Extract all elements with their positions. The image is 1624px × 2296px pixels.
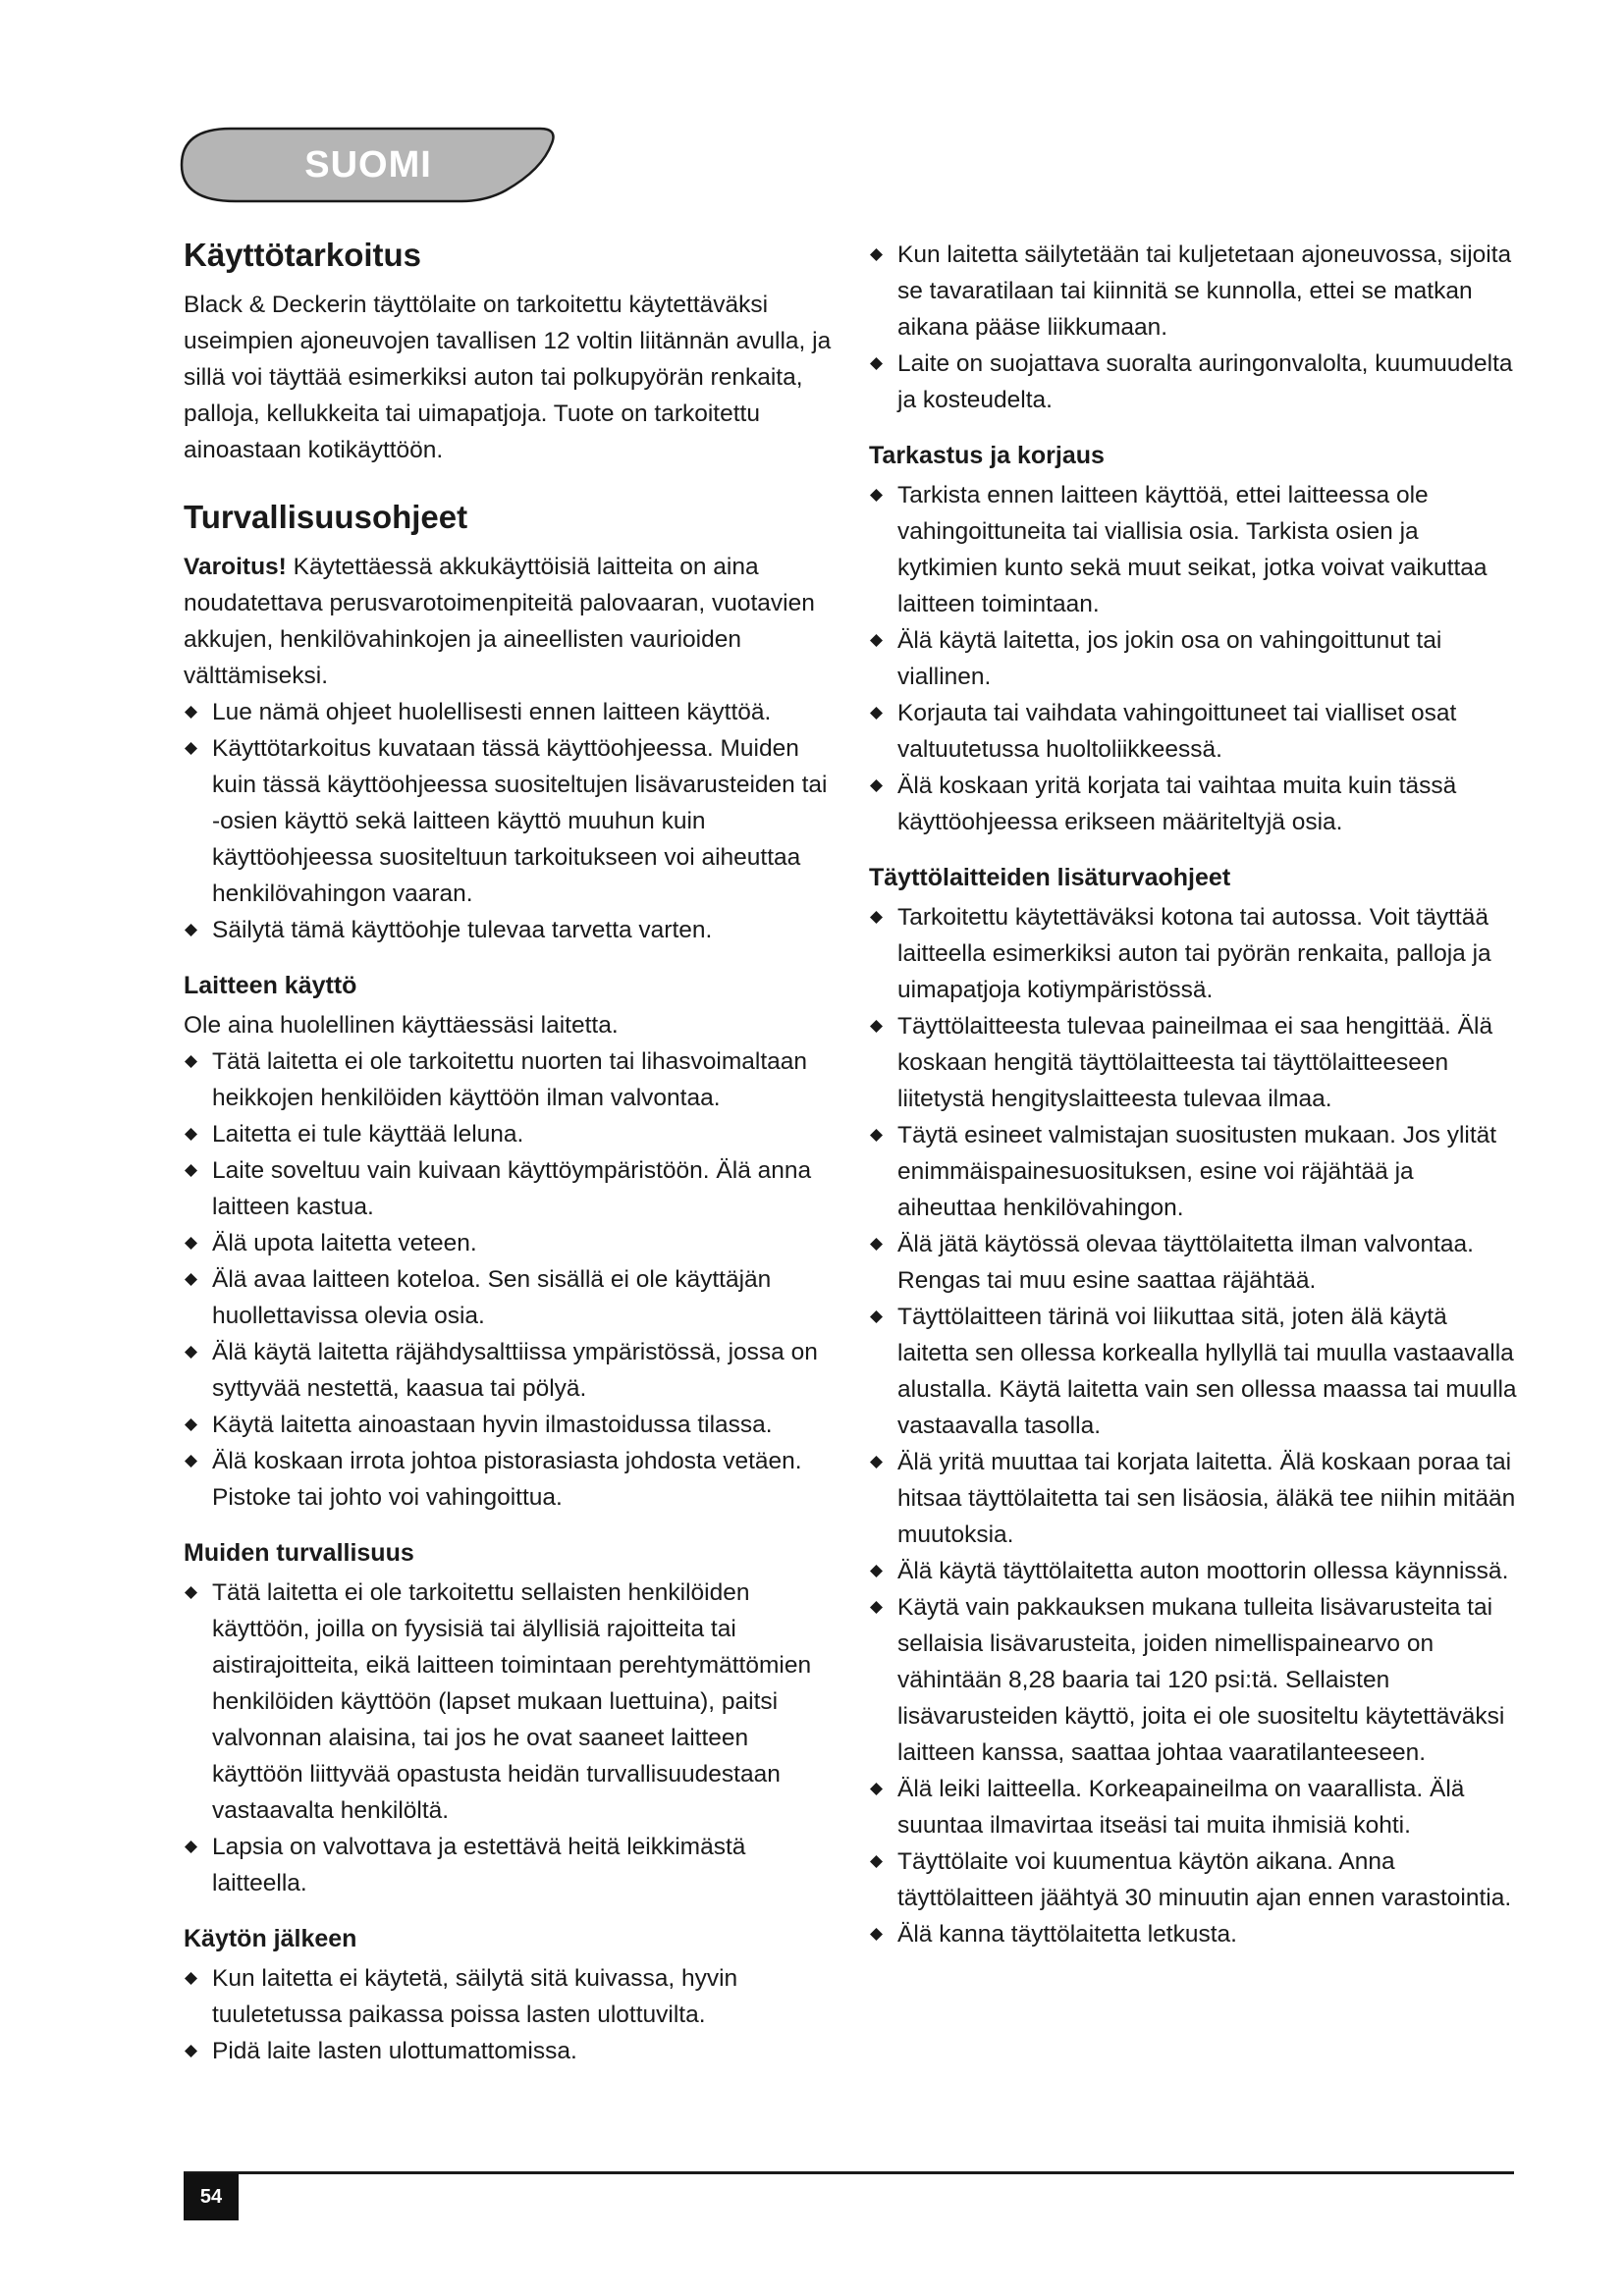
list-item-text: Käytä vain pakkauksen mukana tulleita lisävarusteita tai sellaisia lisävarusteita, joiden nimellispainearvo on vähintään 8,28 baaria tai 120 psi:tä. Sellaisten lisävarusteiden käyttö, joita ei ole suositeltu käytettäväksi laitteen kanssa, saattaa johtaa vaaratilanteeseen. xyxy=(897,1594,1505,1766)
diamond-bullet-icon xyxy=(869,1455,884,1469)
list-item-text: Älä koskaan yritä korjata tai vaihtaa muita kuin tässä käyttöohjeessa erikseen määriteltyjä osia. xyxy=(897,773,1457,835)
list-item-text: Laite on suojattava suoralta auringonvalolta, kuumuudelta ja kosteudelta. xyxy=(897,350,1513,413)
diamond-bullet-icon xyxy=(869,1019,884,1034)
list-item xyxy=(869,477,1517,622)
diamond-bullet-icon xyxy=(869,247,884,262)
device-use-heading: Laitteen käyttö xyxy=(184,972,357,999)
list-item-text: Korjauta tai vaihdata vahingoittuneet tai vialliset osat valtuutetussa huoltoliikkeessä. xyxy=(897,700,1457,763)
inspection-heading: Tarkastus ja korjaus xyxy=(869,442,1105,469)
left-column xyxy=(184,234,832,2069)
diamond-bullet-icon xyxy=(184,1345,198,1360)
list-item xyxy=(869,1771,1517,1843)
list-item xyxy=(184,730,832,912)
diamond-bullet-icon xyxy=(184,2044,198,2058)
list-item xyxy=(869,1444,1517,1553)
diamond-bullet-icon xyxy=(869,1564,884,1578)
diamond-bullet-icon xyxy=(869,356,884,371)
list-item-text: Täyttölaitteen tärinä voi liikuttaa sitä, joten älä käytä laitetta sen ollessa korkealla hyllyllä tai muulla vastaavalla alustalla. Käytä laitetta vain sen ollessa maassa tai muulla vastaavalla tasolla. xyxy=(897,1304,1517,1439)
diamond-bullet-icon xyxy=(184,1127,198,1142)
diamond-bullet-icon xyxy=(184,1971,198,1986)
device-use-section xyxy=(184,968,832,1516)
list-item-text: Laitetta ei tule käyttää leluna. xyxy=(212,1121,524,1148)
safety-warning xyxy=(184,549,832,694)
list-item-text: Laite soveltuu vain kuivaan käyttöympäristöön. Älä anna laitteen kastua. xyxy=(212,1157,812,1220)
diamond-bullet-icon xyxy=(869,910,884,925)
list-item-text: Käyttötarkoitus kuvataan tässä käyttöohjeessa. Muiden kuin tässä käyttöohjeessa suositeltujen lisävarusteiden tai -osien käyttö sekä laitteen käyttö muuhun kuin käyttöohjeessa suositeltuun tarkoitukseen voi aiheuttaa henkilövahingon vaaran. xyxy=(212,735,828,907)
diamond-bullet-icon xyxy=(869,778,884,793)
safety-heading: Turvallisuusohjeet xyxy=(184,499,468,535)
list-item-text: Tarkista ennen laitteen käyttöä, ettei laitteessa ole vahingoittuneita tai viallisia osia. Tarkista osien ja kytkimien kunto sekä muut seikat, jotka voivat vaikuttaa laitteen toimintaan. xyxy=(897,482,1488,617)
list-item-text: Täytä esineet valmistajan suositusten mukaan. Jos ylität enimmäispainesuosituksen, esine voi räjähtää ja aiheuttaa henkilövahingon. xyxy=(897,1122,1497,1221)
footer-rule xyxy=(184,2171,1514,2174)
list-item xyxy=(869,768,1517,840)
list-item-text: Älä käytä laitetta, jos jokin osa on vahingoittunut tai viallinen. xyxy=(897,627,1442,690)
warning-text: Käytettäessä akkukäyttöisiä laitteita on aina noudatettava perusvarotoimenpiteitä palovaaran, vuotavien akkujen, henkilövahinkojen ja aineellisten vaurioiden välttämiseksi. xyxy=(184,554,815,689)
device-use-list xyxy=(184,1043,832,1516)
diamond-bullet-icon xyxy=(184,1840,198,1854)
list-item-text: Älä käytä täyttölaitetta auton moottorin ollessa käynnissä. xyxy=(897,1558,1509,1584)
diamond-bullet-icon xyxy=(184,705,198,720)
device-use-intro: Ole aina huolellinen käyttäessäsi laitetta. xyxy=(184,1012,619,1039)
list-item-text: Älä koskaan irrota johtoa pistorasiasta johdosta vetäen. Pistoke tai johto voi vahingoittua. xyxy=(212,1448,802,1511)
list-item-text: Älä yritä muuttaa tai korjata laitetta. Älä koskaan poraa tai hitsaa täyttölaitetta tai sen lisäosia, äläkä tee niihin mitään muutoksia. xyxy=(897,1449,1516,1548)
inspection-section xyxy=(869,438,1517,840)
intended-use-text: Black & Deckerin täyttölaite on tarkoitettu käytettäväksi useimpien ajoneuvojen tavallisen 12 voltin liitännän avulla, ja sillä voi täyttää esimerkiksi auton tai polkupyörän renkaita, palloja, kellukkeita tai uimapatjoja. Tuote on tarkoitettu ainoastaan kotikäyttöön. xyxy=(184,292,832,463)
diamond-bullet-icon xyxy=(869,1782,884,1796)
diamond-bullet-icon xyxy=(184,741,198,756)
list-item-text: Älä leiki laitteella. Korkeapaineilma on vaarallista. Älä suuntaa ilmavirtaa itseäsi tai muita ihmisiä kohti. xyxy=(897,1776,1465,1839)
after-use-heading: Käytön jälkeen xyxy=(184,1925,357,1952)
inflator-safety-list xyxy=(869,899,1517,1952)
diamond-bullet-icon xyxy=(869,488,884,503)
list-item-text: Älä kanna täyttölaitetta letkusta. xyxy=(897,1921,1237,1948)
list-item-text: Tarkoitettu käytettäväksi kotona tai autossa. Voit täyttää laitteella esimerkiksi auton tai pyörän renkaita, palloja ja uimapatjoja kotiympäristössä. xyxy=(897,904,1491,1003)
diamond-bullet-icon xyxy=(184,1585,198,1600)
after-use-continued-section xyxy=(869,237,1517,418)
list-item xyxy=(869,1299,1517,1444)
diamond-bullet-icon xyxy=(184,1454,198,1468)
diamond-bullet-icon xyxy=(869,1854,884,1869)
diamond-bullet-icon xyxy=(184,1272,198,1287)
diamond-bullet-icon xyxy=(869,1927,884,1942)
list-item-text: Kun laitetta säilytetään tai kuljetetaan ajoneuvossa, sijoita se tavaratilaan tai kiinnitä se kunnolla, ettei se matkan aikana pääse liikkumaan. xyxy=(897,241,1512,341)
list-item-text: Lapsia on valvottava ja estettävä heitä leikkimästä laitteella. xyxy=(212,1834,746,1896)
list-item xyxy=(869,1117,1517,1226)
list-item xyxy=(869,1553,1517,1589)
language-tab xyxy=(177,126,560,204)
diamond-bullet-icon xyxy=(184,1236,198,1251)
list-item-text: Älä avaa laitteen koteloa. Sen sisällä ei ole käyttäjän huollettavissa olevia osia. xyxy=(212,1266,772,1329)
list-item xyxy=(184,1829,832,1901)
language-label: SUOMI xyxy=(304,143,432,186)
list-item xyxy=(184,1261,832,1334)
list-item-text: Tätä laitetta ei ole tarkoitettu sellaisten henkilöiden käyttöön, joilla on fyysisiä tai älyllisiä rajoitteita tai aistirajoitteita, eikä laitteen toimintaan perehtymättömien henkilöiden käyttöön (lapset mukaan luettuina), paitsi valvonnan alaisina, tai jos he ovat saaneet laitteen käyttöön liittyvää opastusta heidän turvallisuudestaan vastaavalta henkilöltä. xyxy=(212,1579,812,1824)
list-item-text: Täyttölaitteesta tulevaa paineilmaa ei saa hengittää. Älä koskaan hengitä täyttölaitteesta tai täyttölaitteeseen liitetystä hengityslaitteesta tulevaa ilmaa. xyxy=(897,1013,1493,1112)
list-item xyxy=(869,1226,1517,1299)
safety-section xyxy=(184,496,832,948)
warning-label: Varoitus! xyxy=(184,554,287,580)
list-item xyxy=(184,1407,832,1443)
inflator-safety-section xyxy=(869,860,1517,1952)
list-item-text: Älä upota laitetta veteen. xyxy=(212,1230,477,1256)
list-item-text: Lue nämä ohjeet huolellisesti ennen laitteen käyttöä. xyxy=(212,699,772,725)
intended-use-heading: Käyttötarkoitus xyxy=(184,237,422,273)
list-item xyxy=(869,1843,1517,1916)
list-item xyxy=(184,912,832,948)
list-item-text: Säilytä tämä käyttöohje tulevaa tarvetta varten. xyxy=(212,917,713,943)
list-item xyxy=(869,622,1517,695)
list-item xyxy=(184,2033,832,2069)
intended-use-section xyxy=(184,234,832,468)
diamond-bullet-icon xyxy=(184,923,198,937)
list-item xyxy=(184,1443,832,1516)
other-safety-heading: Muiden turvallisuus xyxy=(184,1539,414,1567)
after-use-section xyxy=(184,1921,832,2069)
diamond-bullet-icon xyxy=(869,706,884,721)
diamond-bullet-icon xyxy=(184,1163,198,1178)
list-item xyxy=(184,1116,832,1152)
list-item xyxy=(184,1334,832,1407)
other-safety-section xyxy=(184,1535,832,1901)
other-safety-list xyxy=(184,1575,832,1901)
list-item-text: Älä käytä laitetta räjähdysalttiissa ympäristössä, jossa on syttyvää nestettä, kaasua tai pölyä. xyxy=(212,1339,818,1402)
diamond-bullet-icon xyxy=(184,1417,198,1432)
safety-list xyxy=(184,694,832,948)
list-item-text: Käytä laitetta ainoastaan hyvin ilmastoidussa tilassa. xyxy=(212,1412,773,1438)
inflator-safety-heading: Täyttölaitteiden lisäturvaohjeet xyxy=(869,864,1231,891)
list-item xyxy=(184,1575,832,1829)
list-item-text: Pidä laite lasten ulottumattomissa. xyxy=(212,2038,577,2064)
list-item-text: Kun laitetta ei käytetä, säilytä sitä kuivassa, hyvin tuuletetussa paikassa poissa lasten ulottuvilta. xyxy=(212,1965,738,2028)
list-item xyxy=(184,1043,832,1116)
list-item xyxy=(869,1008,1517,1117)
list-item xyxy=(184,694,832,730)
list-item xyxy=(869,695,1517,768)
list-item xyxy=(869,1916,1517,1952)
list-item-text: Täyttölaite voi kuumentua käytön aikana. Anna täyttölaitteen jäähtyä 30 minuutin ajan ennen varastointia. xyxy=(897,1848,1512,1911)
after-use-list xyxy=(184,1960,832,2069)
diamond-bullet-icon xyxy=(869,1128,884,1143)
list-item xyxy=(869,899,1517,1008)
list-item xyxy=(184,1960,832,2033)
after-use-continued-list xyxy=(869,237,1517,418)
right-column xyxy=(869,237,1517,1952)
diamond-bullet-icon xyxy=(869,1600,884,1615)
list-item xyxy=(184,1225,832,1261)
list-item xyxy=(869,237,1517,346)
diamond-bullet-icon xyxy=(869,1237,884,1252)
list-item xyxy=(869,1589,1517,1771)
list-item xyxy=(184,1152,832,1225)
diamond-bullet-icon xyxy=(184,1054,198,1069)
inspection-list xyxy=(869,477,1517,840)
list-item-text: Tätä laitetta ei ole tarkoitettu nuorten tai lihasvoimaltaan heikkojen henkilöiden käyttöön ilman valvontaa. xyxy=(212,1048,808,1111)
list-item-text: Älä jätä käytössä olevaa täyttölaitetta ilman valvontaa. Rengas tai muu esine saattaa räjähtää. xyxy=(897,1231,1474,1294)
list-item xyxy=(869,346,1517,418)
diamond-bullet-icon xyxy=(869,1309,884,1324)
page-number: 54 xyxy=(184,2173,239,2220)
diamond-bullet-icon xyxy=(869,633,884,648)
